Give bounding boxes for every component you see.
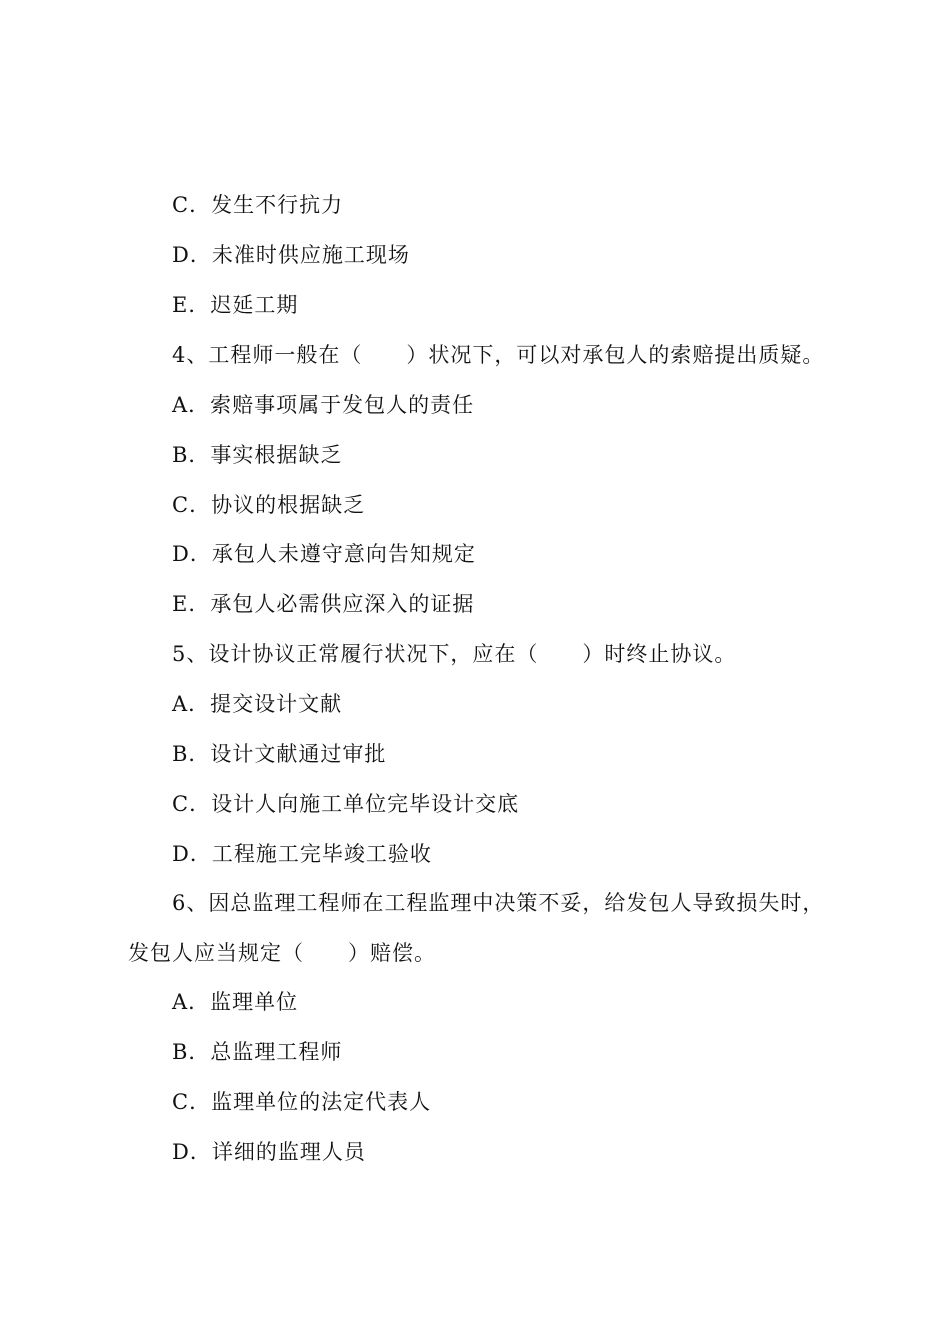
option-c-q4: C．协议的根据缺乏: [172, 493, 366, 517]
option-b-q5: B．设计文献通过审批: [172, 742, 387, 766]
option-d-q6: D．详细的监理人员: [172, 1140, 366, 1164]
option-b-q6: B．总监理工程师: [172, 1040, 343, 1064]
option-e-q4: E．承包人必需供应深入的证据: [172, 592, 475, 616]
option-c-q6: C．监理单位的法定代表人: [172, 1090, 432, 1114]
option-a-q6: A．监理单位: [172, 990, 299, 1014]
option-d-q4: D．承包人未遵守意向告知规定: [172, 542, 476, 566]
option-a-q5: A．提交设计文献: [172, 692, 343, 716]
option-c-q3: C．发生不行抗力: [172, 193, 344, 217]
option-c-q5: C．设计人向施工单位完毕设计交底: [172, 792, 520, 816]
question-4: 4、工程师一般在（ ）状况下，可以对承包人的索赔提出质疑。: [172, 343, 825, 367]
option-b-q4: B．事实根据缺乏: [172, 443, 343, 467]
question-6: 6、因总监理工程师在工程监理中决策不妥，给发包人导致损失时，: [172, 891, 825, 915]
question-5: 5、设计协议正常履行状况下，应在（ ）时终止协议。: [172, 642, 737, 666]
option-a-q4: A．索赔事项属于发包人的责任: [172, 393, 475, 417]
question-6-continued: 发包人应当规定（ ）赔偿。: [128, 941, 436, 965]
option-d-q5: D．工程施工完毕竣工验收: [172, 842, 432, 866]
option-d-q3: D．未准时供应施工现场: [172, 243, 410, 267]
option-e-q3: E．迟延工期: [172, 293, 299, 317]
